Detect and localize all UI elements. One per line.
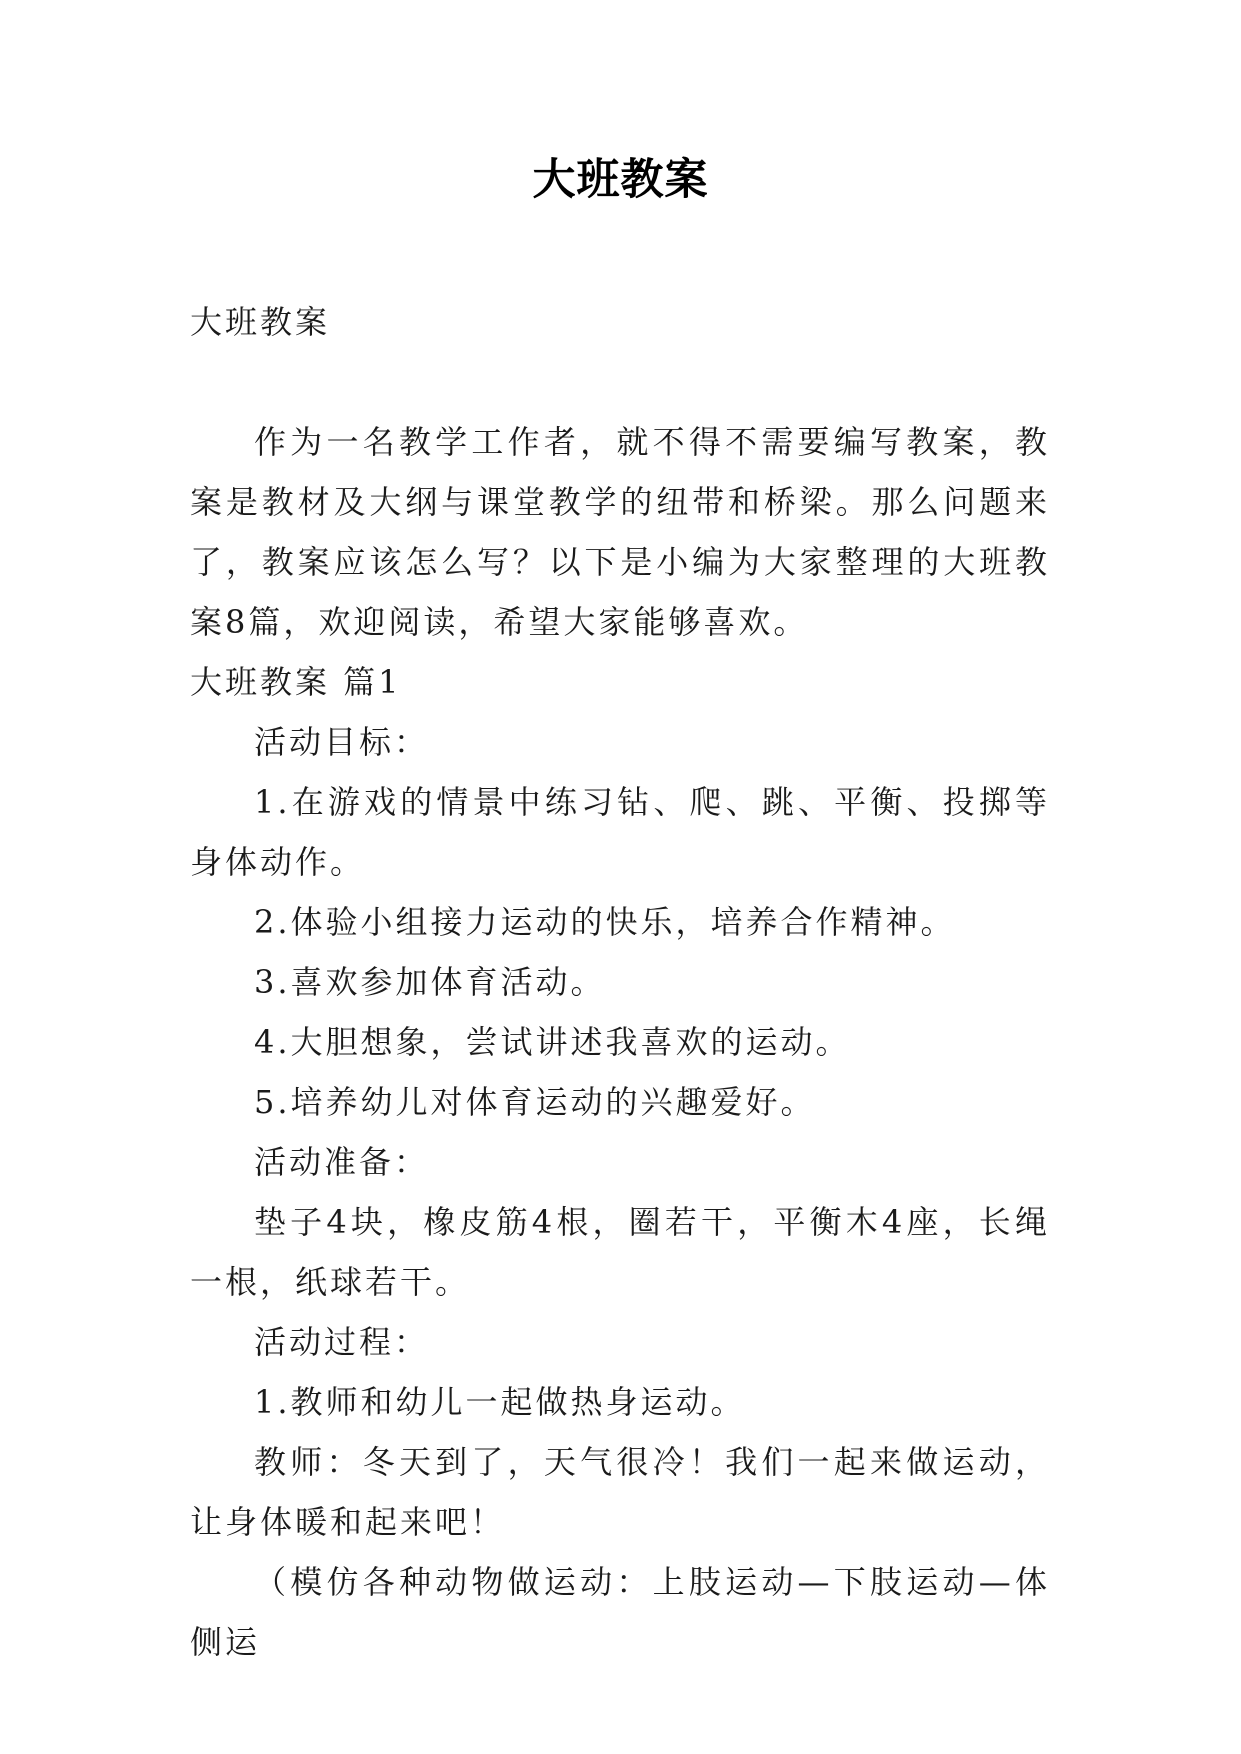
process-step: 1.教师和幼儿一起做热身运动。 (254, 1383, 746, 1421)
activity-process-heading: 活动过程： (254, 1323, 430, 1361)
activity-prep-heading: 活动准备： (254, 1143, 430, 1181)
goal-item: 1.在游戏的情景中练习钻、爬、跳、平衡、投掷等身体动作。 (190, 783, 1050, 881)
process-note: （模仿各种动物做运动：上肢运动—下肢运动—体侧运 (190, 1563, 1050, 1661)
goal-item: 3.喜欢参加体育活动。 (254, 963, 606, 1001)
goal-item: 2.体验小组接力运动的快乐，培养合作精神。 (254, 903, 956, 941)
teacher-dialogue: 教师：冬天到了，天气很冷！我们一起来做运动，让身体暖和起来吧！ (190, 1443, 1050, 1541)
intro-paragraph: 作为一名教学工作者，就不得不需要编写教案，教案是教材及大纲与课堂教学的纽带和桥梁。那么问题来了，教案应该怎么写？以下是小编为大家整理的大班教案8篇，欢迎阅读，希望大家能够喜欢。 (190, 423, 1050, 641)
document-title: 大班教案 (532, 155, 709, 205)
goal-item: 4.大胆想象，尝试讲述我喜欢的运动。 (254, 1023, 851, 1061)
activity-goals-heading: 活动目标： (254, 723, 430, 761)
section-heading: 大班教案 篇1 (190, 663, 402, 701)
goal-item: 5.培养幼儿对体育运动的兴趣爱好。 (254, 1083, 816, 1121)
document-body (190, 292, 1050, 1672)
prep-materials: 垫子4块，橡皮筋4根，圈若干，平衡木4座，长绳一根，纸球若干。 (190, 1203, 1050, 1301)
document-subtitle: 大班教案 (190, 303, 331, 341)
